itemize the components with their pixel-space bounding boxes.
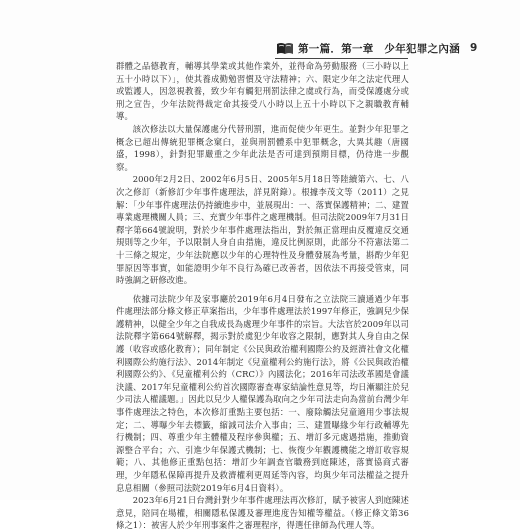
paragraph: 2000年2月2日、2002年6月5日、2005年5月18日等陸續第六、七、八次之修訂（新修訂少年事件處理法，詳見附錄）。根據李茂文等（2011）之見解：「少年事件處理法仍持續進步中，並展現出：一、落實保護精神；二、建置專業處理機關人員；三、充實少年事件之處理機制。但司法院2009年7月31日釋字第664號說明，對於少年事件處理法指出，對於無正當理由反覆違反交通規則等之少年，予以限制人身自由措施，違反比例原則，此部分不符憲法第二十三條之規定，少年法院應以少年的心理特性及身體發展為考量，斟酌少年犯罪原因等事實，如能證明少年不良行為確已改善者，因依法不再接受管束，同時強調之研修改進。 <box>116 174 409 286</box>
paragraph: 群體之品德教育，輔導其學業或其他作業外，並得命為勞動服務（三小時以上五十小時以下）」，使其養成勤勉習慣及守法精神；六、限定少年之法定代理人或監護人，因忽視教養，致少年有觸犯刑罰法律之虞或行為，而受保護處分或刑之宣告，少年法院得裁定命其接受八小時以上五十小時以下之親職教育輔導。 <box>116 61 409 122</box>
header-section-title: 第一篇．第一章 少年犯罪之內涵 <box>298 42 460 55</box>
book-icon <box>276 40 294 56</box>
running-header <box>276 40 477 56</box>
body-text <box>116 60 409 532</box>
page-number: 9 <box>470 42 478 54</box>
paragraph: 2023年6月21日台灣針對少年事件處理法再次修訂，賦予被害人到庭陳述意見，陪同在場權，相關隱私保護及審理進度告知權等權益。（修正條文第36條之1）：被害人於少年刑事案件之審理程序，得選任律師為代理人等。 <box>116 495 409 531</box>
paragraph: 該次修法以大量保護處分代替刑罰，進而促使少年更生。並對少年犯罪之概念已超出傳統犯罪概念窠臼，並與刑罰體系中犯罪概念，大異其趣（唐國盛，1998），針對犯罪嚴重之少年此法是否可達到預期目標，仍待進一步觀察。 <box>116 123 409 172</box>
paragraph: 依據司法院少年及家事廳於2019年6月4日發布之立法院三讀通過少年事件處理法部分條文修正草案指出，少年事件處理法於1997年修正，強調兒少保護精神，以健全少年之自我成長為處理少年事件的宗旨。大法官於2009年以司法院釋字第664號解釋，揭示對於虞犯少年收容之限制，應對其人身自由之保護（收容或感化教育）；同年制定《公民與政治權利國際公約及經濟社會文化權利國際公約施行法》、2014年制定《兒童權利公約施行法》，將《公民與政治權利國際公約》、《兒童權利公約（CRC）》內國法化；2016年司法改革國是會議決議、2017年兒童權利公約首次國際審查專家結論性意見等，均日漸顯注於兒少司法人權議題。」因此以兒少人權保護為取向之少年司法走向為當前台灣少年事件處理法之特色，本次修訂重點主要包括：一、廢除觸法兒童適用少事法規定；二、導曝少年去標籤，縮減司法介入事由；三、建置曝緣少年行政輔導先行機制；四、尊重少年主體權及程序參與權；五、增訂多元處遇措施，推動資源整合平台；六、引進少年保護式機制；七、恢復少年觀護機能之增訂收容規範；八、其他修正重點包括：增訂少年調查官職務到庭陳述，落實協商式審理，少年隱私保障再提升及救濟權利更周延等內容，均與少年司法權益之提升息息相關（參照司法院2019年6月4日資料）。 <box>116 293 409 493</box>
header-divider <box>275 58 408 59</box>
